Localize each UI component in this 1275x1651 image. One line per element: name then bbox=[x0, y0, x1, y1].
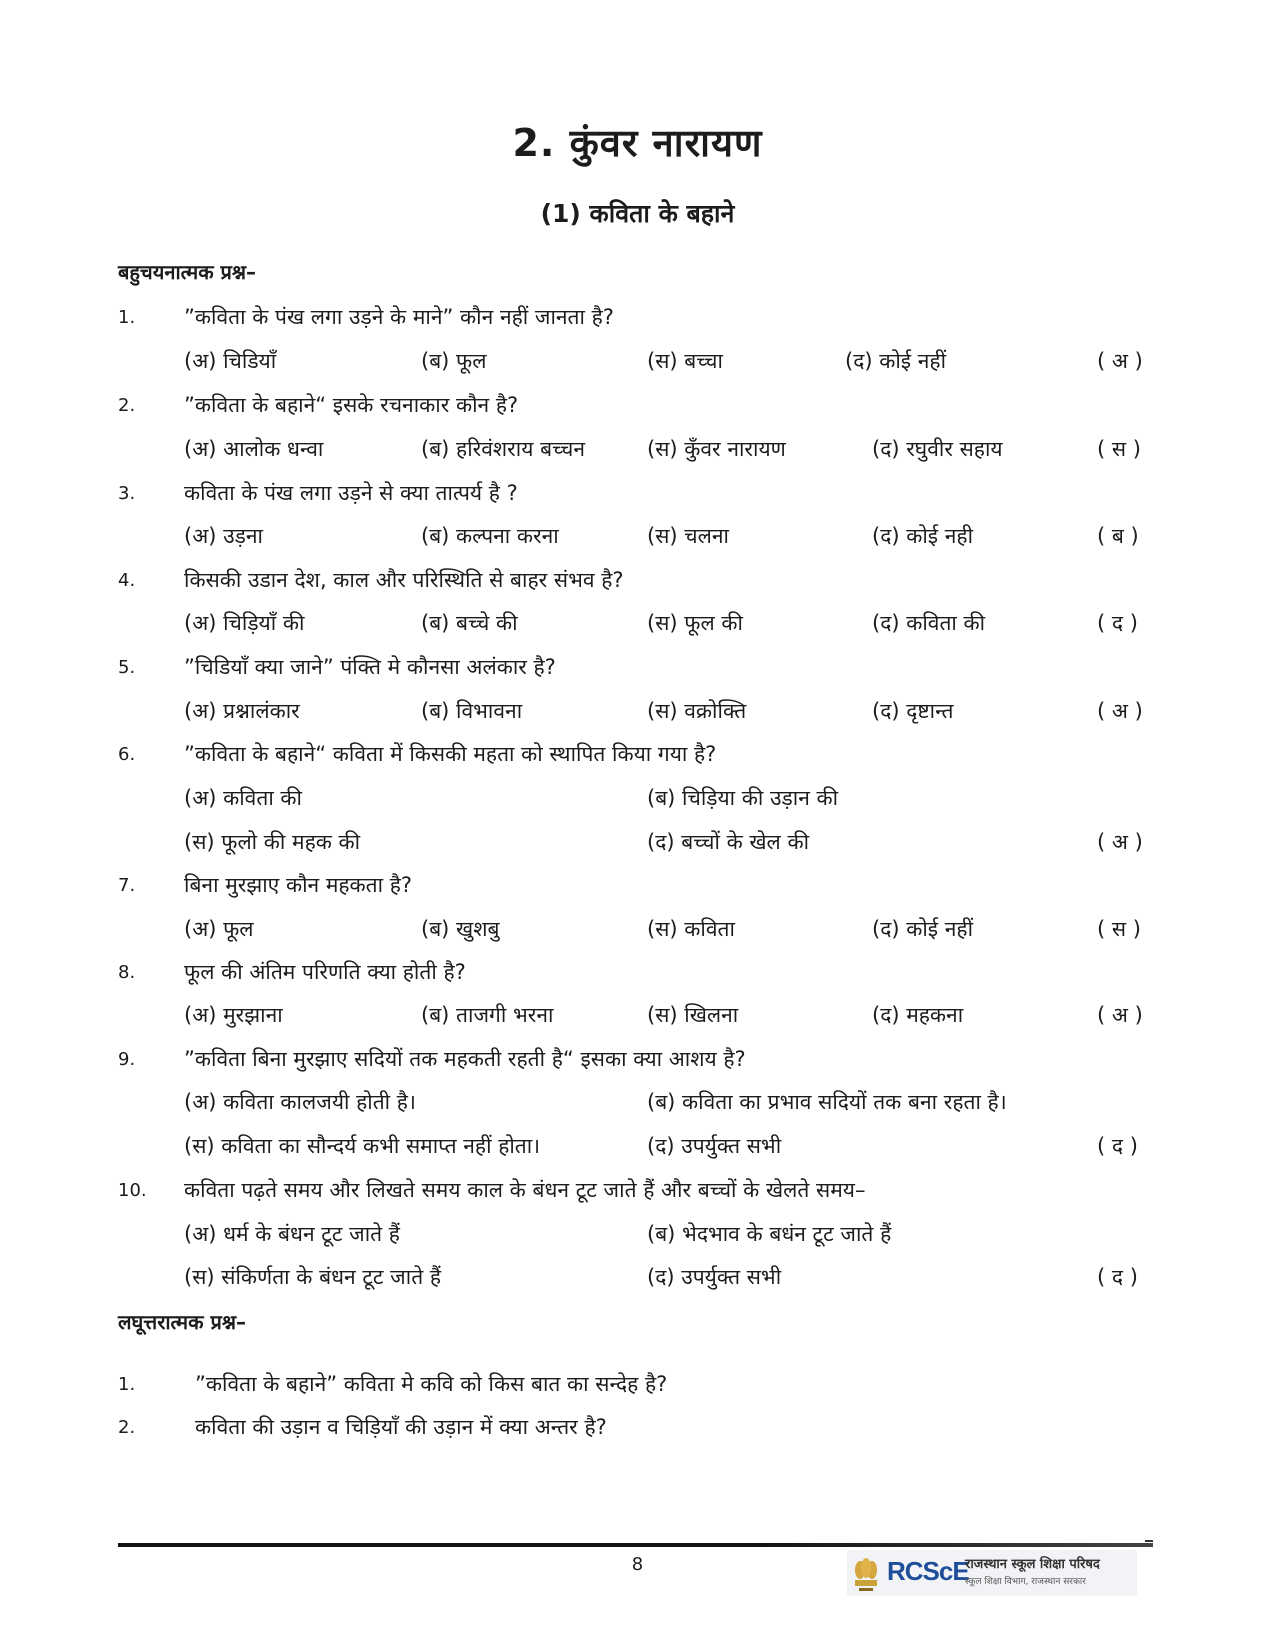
options-row bbox=[0, 915, 1275, 945]
option-c: (स) फूलो की महक की bbox=[184, 830, 361, 854]
question-row bbox=[0, 1176, 1275, 1206]
lesson-subtitle: (1) कविता के बहाने bbox=[540, 199, 735, 228]
question-text: किसकी उडान देश, काल और परिस्थिति से बाहर संभव है? bbox=[184, 568, 624, 592]
logo-mark: RCScE bbox=[887, 1556, 969, 1586]
question-number: 10. bbox=[118, 1180, 147, 1201]
option-a: (अ) चिड़ियाँ की bbox=[184, 611, 305, 635]
option-b: (ब) कविता का प्रभाव सदियों तक बना रहता है। bbox=[647, 1090, 1007, 1114]
option-d: (द) बच्चों के खेल की bbox=[647, 830, 810, 854]
short-question-row bbox=[0, 1413, 1275, 1443]
options-row bbox=[0, 435, 1275, 465]
options-row bbox=[0, 347, 1275, 377]
option-a: (अ) प्रश्नालंकार bbox=[184, 699, 300, 723]
answer-key: ( द ) bbox=[1097, 611, 1138, 635]
options-row bbox=[0, 1001, 1275, 1031]
org-name: राजस्थान स्कूल शिक्षा परिषद bbox=[965, 1557, 1100, 1572]
state-emblem-icon bbox=[851, 1552, 881, 1594]
answer-key: ( द ) bbox=[1097, 1265, 1138, 1289]
question-text: कविता की उड़ान व चिड़ियाँ की उड़ान में क्या अन्तर है? bbox=[195, 1415, 607, 1439]
option-c: (स) वक्रोक्ति bbox=[647, 699, 747, 723]
question-number: 2. bbox=[118, 395, 136, 416]
options-row bbox=[0, 784, 1275, 814]
options-row bbox=[0, 1132, 1275, 1162]
question-text: ”कविता के बहाने” कविता मे कवि को किस बात का सन्देह है? bbox=[195, 1372, 668, 1396]
question-text: बिना मुरझाए कौन महकता है? bbox=[184, 873, 413, 897]
short-answer-heading: लघूत्तरात्मक प्रश्न– bbox=[118, 1310, 246, 1334]
option-d: (द) उपर्युक्त सभी bbox=[647, 1134, 782, 1158]
option-b: (ब) फूल bbox=[421, 349, 487, 373]
question-text: ”कविता के बहाने“ कविता में किसकी महता को स्थापित किया गया है? bbox=[184, 742, 717, 766]
option-c: (स) बच्चा bbox=[647, 349, 723, 373]
option-c: (स) संकिर्णता के बंधन टूट जाते हैं bbox=[184, 1265, 441, 1289]
answer-key: ( अ ) bbox=[1097, 1003, 1143, 1027]
page-number: 8 bbox=[631, 1554, 644, 1575]
footer-dash bbox=[1145, 1540, 1153, 1542]
option-b: (ब) चिड़िया की उड़ान की bbox=[647, 786, 839, 810]
answer-key: ( स ) bbox=[1097, 917, 1141, 941]
question-number: 1. bbox=[118, 1374, 136, 1395]
options-row bbox=[0, 697, 1275, 727]
mcq-heading: बहुचयनात्मक प्रश्न– bbox=[118, 260, 257, 284]
option-c: (स) कुँवर नारायण bbox=[647, 437, 786, 461]
option-a: (अ) मुरझाना bbox=[184, 1003, 283, 1027]
option-b: (ब) बच्चे की bbox=[421, 611, 518, 635]
option-c: (स) चलना bbox=[647, 524, 729, 548]
options-row bbox=[0, 828, 1275, 858]
option-a: (अ) कविता की bbox=[184, 786, 302, 810]
option-b: (ब) कल्पना करना bbox=[421, 524, 559, 548]
question-number: 7. bbox=[118, 875, 136, 896]
option-d: (द) कोई नहीं bbox=[872, 917, 974, 941]
question-text: कविता के पंख लगा उड़ने से क्या तात्पर्य है ? bbox=[184, 481, 518, 505]
question-number: 4. bbox=[118, 570, 136, 591]
question-text: ”कविता के पंख लगा उड़ने के माने” कौन नहीं जानता है? bbox=[184, 305, 614, 329]
option-d: (द) उपर्युक्त सभी bbox=[647, 1265, 782, 1289]
question-text: ”कविता बिना मुरझाए सदियों तक महकती रहती है“ इसका क्या आशय है? bbox=[184, 1047, 746, 1071]
options-row bbox=[0, 1263, 1275, 1293]
chapter-title: 2. कुंवर नारायण bbox=[512, 121, 763, 165]
question-number: 9. bbox=[118, 1049, 136, 1070]
question-number: 6. bbox=[118, 744, 136, 765]
options-row bbox=[0, 609, 1275, 639]
question-text: ”कविता के बहाने“ इसके रचनाकार कौन है? bbox=[184, 393, 519, 417]
question-row bbox=[0, 479, 1275, 509]
question-row bbox=[0, 653, 1275, 683]
answer-key: ( ब ) bbox=[1097, 524, 1139, 548]
org-subtitle: स्कूल शिक्षा विभाग, राजस्थान सरकार bbox=[965, 1577, 1086, 1587]
option-c: (स) फूल की bbox=[647, 611, 743, 635]
short-question-row bbox=[0, 1370, 1275, 1400]
options-row bbox=[0, 1088, 1275, 1118]
option-c: (स) खिलना bbox=[647, 1003, 739, 1027]
option-d: (द) कोई नही bbox=[872, 524, 974, 548]
option-d: (द) कविता की bbox=[872, 611, 986, 635]
question-row bbox=[0, 391, 1275, 421]
question-number: 8. bbox=[118, 962, 136, 983]
rcsce-logo bbox=[847, 1550, 1137, 1596]
option-d: (द) रघुवीर सहाय bbox=[872, 437, 1003, 461]
option-d: (द) दृष्टान्त bbox=[872, 699, 954, 723]
option-d: (द) कोई नहीं bbox=[845, 349, 947, 373]
answer-key: ( स ) bbox=[1097, 437, 1141, 461]
question-number: 3. bbox=[118, 483, 136, 504]
option-a: (अ) आलोक धन्वा bbox=[184, 437, 324, 461]
question-number: 2. bbox=[118, 1417, 136, 1438]
question-row bbox=[0, 1045, 1275, 1075]
answer-key: ( अ ) bbox=[1097, 349, 1143, 373]
option-b: (ब) ताजगी भरना bbox=[421, 1003, 554, 1027]
option-b: (ब) भेदभाव के बधंन टूट जाते हैं bbox=[647, 1222, 892, 1246]
option-c: (स) कविता bbox=[647, 917, 735, 941]
question-row bbox=[0, 566, 1275, 596]
option-a: (अ) कविता कालजयी होती है। bbox=[184, 1090, 416, 1114]
option-d: (द) महकना bbox=[872, 1003, 964, 1027]
options-row bbox=[0, 1220, 1275, 1250]
answer-key: ( अ ) bbox=[1097, 699, 1143, 723]
question-row bbox=[0, 303, 1275, 333]
option-b: (ब) हरिवंशराय बच्चन bbox=[421, 437, 585, 461]
option-b: (ब) विभावना bbox=[421, 699, 523, 723]
option-a: (अ) उड़ना bbox=[184, 524, 263, 548]
option-c: (स) कविता का सौन्दर्य कभी समाप्त नहीं होता। bbox=[184, 1134, 541, 1158]
footer-divider bbox=[118, 1543, 1153, 1547]
question-row bbox=[0, 740, 1275, 770]
question-text: ”चिडियाँ क्या जाने” पंक्ति मे कौनसा अलंकार है? bbox=[184, 655, 556, 679]
question-row bbox=[0, 871, 1275, 901]
option-a: (अ) चिडियाँ bbox=[184, 349, 277, 373]
answer-key: ( अ ) bbox=[1097, 830, 1143, 854]
option-a: (अ) धर्म के बंधन टूट जाते हैं bbox=[184, 1222, 400, 1246]
answer-key: ( द ) bbox=[1097, 1134, 1138, 1158]
option-a: (अ) फूल bbox=[184, 917, 254, 941]
question-text: कविता पढ़ते समय और लिखते समय काल के बंधन टूट जाते हैं और बच्चों के खेलते समय– bbox=[184, 1178, 866, 1202]
question-row bbox=[0, 958, 1275, 988]
question-number: 1. bbox=[118, 307, 136, 328]
question-text: फूल की अंतिम परिणति क्या होती है? bbox=[184, 960, 466, 984]
options-row bbox=[0, 522, 1275, 552]
question-number: 5. bbox=[118, 657, 136, 678]
option-b: (ब) खुशबु bbox=[421, 917, 500, 941]
